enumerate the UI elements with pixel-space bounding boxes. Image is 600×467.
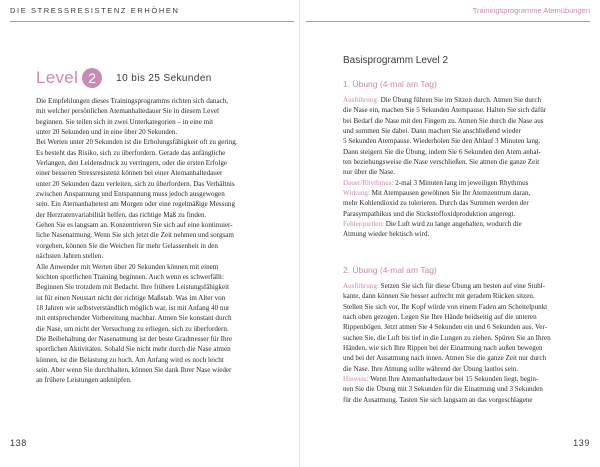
- exercise-line-text: Parasympathikus und die Stickstoffoxidproduktion angeregt.: [343, 209, 516, 218]
- body-line: sein. Aber wenn Sie durchhalten, können Sie dank Ihrer Nase wieder: [36, 365, 232, 374]
- exercise-2-heading: 2. Übung (4-mal am Tag): [343, 265, 437, 275]
- exercise-line-text: nen Sie die Übung mit 3 Sekunden für die Einatmung und 3 Sekunden: [343, 385, 543, 394]
- exercise-1-heading: 1. Übung (4-mal am Tag): [343, 79, 437, 89]
- running-head-right: Trainingsprogramme Atemübungen: [472, 6, 590, 15]
- exercise-line: [343, 126, 589, 136]
- exercise-line: [343, 395, 589, 405]
- body-line: unter 20 Sekunden dazu verleiten, sich zu überfordern. Das Verhältnis: [36, 179, 235, 188]
- exercise-line: [343, 136, 589, 146]
- header-rule-right: [306, 21, 590, 22]
- exercise-line-text: nach oben gezogen. Legen Sie Ihre Hände beidseitig auf die unteren: [343, 313, 537, 322]
- exercise-line: [343, 333, 589, 343]
- exercise-line-text: und bei der Ausatmung nach innen. Atmen Sie die ganze Zeit nur durch: [343, 354, 547, 363]
- body-line: mit entsprechender Vorbereitung machbar. Atmen Sie konstant durch: [36, 314, 232, 323]
- level-heading: [36, 66, 212, 90]
- exercise-line-text: 2-mal 3 Minuten lang im jeweiligen Rhythmus: [393, 178, 529, 187]
- exercise-line: [343, 302, 589, 312]
- exercise-keyword: Ausführung:: [343, 96, 379, 104]
- body-line: die Nase, um nicht der Versuchung zu erliegen, sich zu überfordern.: [36, 324, 229, 333]
- body-line: Die Beibehaltung der Nasenatmung ist der beste Gradmesser für Ihre: [36, 334, 232, 343]
- level-subtitle: 10 bis 25 Sekunden: [116, 72, 212, 84]
- exercise-line-text: Die Luft wird zu lange angehalten, wodurch die: [383, 220, 522, 229]
- exercise-line: [343, 95, 589, 105]
- body-line: sein. Ein Atemanhaltetest am Morgen oder eine regelmäßige Messung: [36, 200, 236, 209]
- exercise-line: [343, 209, 589, 219]
- exercise-line-text: kante, dann können Sie besser aufrecht mit geradem Rücken sitzen.: [343, 292, 535, 301]
- body-line: beginnen. Sie teilen sich in zwei Unterkategorien – in eine mit: [36, 117, 214, 126]
- body-line: zwischen Anspannung und Entspannung muss jedoch ausgewogen: [36, 190, 225, 199]
- exercise-line-text: suchen Sie, die Luft bis tief in die Lungen zu ziehen. Spüren Sie an Ihren: [343, 333, 551, 342]
- exercise-line-text: Mit Atempausen gewöhnen Sie Ihr Atemzentrum daran,: [369, 189, 531, 198]
- body-line: 18 Jahren wie selbstverständlich möglich war, ist mit Anfang 40 nur: [36, 303, 230, 312]
- exercise-line: [343, 364, 589, 374]
- page-number-left: 138: [10, 438, 27, 448]
- exercise-line: [343, 105, 589, 115]
- body-line: Bei Werten unter 20 Sekunden ist die Erholungsfähigkeit oft zu gering.: [36, 138, 238, 147]
- exercise-line: [343, 219, 589, 229]
- exercise-line: [343, 384, 589, 394]
- exercise-line: [343, 178, 589, 188]
- exercise-line-text: Dann steigern Sie die Übung, indem Sie 6 Sekunden den Atem anhal-: [343, 147, 541, 156]
- exercise-line-text: Rippenbögen. Jetzt atmen Sie 4 Sekunden ein und 6 Sekunden aus. Ver-: [343, 323, 548, 332]
- exercise-line-text: nur über die Nase.: [343, 168, 396, 177]
- body-line: unter 20 Sekunden und in eine über 20 Sekunden.: [36, 128, 178, 137]
- exercise-line: [343, 353, 589, 363]
- exercise-line: [343, 343, 589, 353]
- body-line: Die Empfehlungen dieses Trainingsprogramms richten sich danach,: [36, 97, 229, 105]
- body-line: nächsten Jahren stellen.: [36, 252, 104, 261]
- level-label: Level: [36, 68, 79, 87]
- body-line: leichten sportlichen Training beginnen. Auch wenn es schwerfällt:: [36, 272, 224, 281]
- program-title: Basisprogramm Level 2: [343, 55, 449, 66]
- header-rule-left: [10, 21, 294, 22]
- exercise-line-text: Wenn Ihre Atemanhaltedauer bei 15 Sekunden liegt, begin-: [368, 375, 539, 384]
- exercise-keyword: Wirkung:: [343, 189, 370, 198]
- exercise-line-text: bei Bedarf die Nase mit den Fingern zu. Atmen Sie durch die Nase aus: [343, 116, 544, 125]
- body-line: Alle Anwender mit Werten über 20 Sekunden können mit einem: [36, 262, 219, 271]
- exercise-line: [343, 157, 589, 167]
- exercise-line-text: Setzen Sie sich für diese Übung am besten auf eine Stuhl-: [378, 282, 545, 290]
- exercise-line-text: und summen Sie dabei. Dann machen Sie anschließend wieder: [343, 127, 521, 136]
- right-page: [300, 0, 600, 467]
- body-line: sportlichen Aktivitäten. Sobald Sie nicht mehr durch die Nase atmen: [36, 345, 231, 354]
- exercise-1-text: [343, 95, 589, 240]
- exercise-2-text: [343, 281, 589, 405]
- body-line: vorgehen, können Sie die Weichen für mehr Gelassenheit in den: [36, 241, 218, 250]
- body-line: liche Nasenatmung. Wenn Sie sich jetzt die Zeit nehmen und sorgsam: [36, 231, 234, 240]
- exercise-line: [343, 198, 589, 208]
- exercise-line-text: die Nase. Ihre Atmung sollte während der Übung lautlos sein.: [343, 364, 519, 373]
- body-line: einer besseren Stressresistenz können bei einer Atemanhaltedauer: [36, 169, 223, 178]
- exercise-line: [343, 147, 589, 157]
- exercise-line: [343, 229, 589, 239]
- body-line: der Herzratenvariabilität helfen, das richtige Maß zu finden.: [36, 210, 207, 219]
- exercise-line: [343, 322, 589, 332]
- exercise-line-text: Die Übung führen Sie im Sitzen durch. Atmen Sie durch: [378, 96, 542, 104]
- exercise-keyword: Dauer/Rhythmus:: [343, 178, 394, 187]
- exercise-line-text: die Nase ein, machen Sie 5 Sekunden Atempause. Halten Sie sich dafür: [343, 106, 547, 115]
- body-line: Beginnen Sie trotzdem mit Bedacht. Ihre frühere Leistungsfähigkeit: [36, 283, 230, 292]
- exercise-line: [343, 374, 589, 384]
- body-line: Gehen Sie es langsam an. Konzentrieren Sie sich auf eine kontinuier-: [36, 221, 233, 230]
- level-number-badge: 2: [82, 68, 102, 88]
- running-head-left: DIE STRESSRESISTENZ ERHÖHEN: [10, 6, 180, 15]
- exercise-line: [343, 116, 589, 126]
- exercise-keyword: Fehlerquellen:: [343, 220, 384, 229]
- body-line: ist für einen Neustart nicht der richtige Maßstab. Was im Alter von: [36, 293, 226, 302]
- body-line: an frühere Leistungen anknüpfen.: [36, 376, 132, 385]
- exercise-line-text: ten beziehungsweise die Nase verschließen. Sie atmen die ganze Zeit: [343, 158, 540, 167]
- body-line: können, ist die Belastung zu hoch. Am Anfang wird es noch leicht: [36, 355, 224, 364]
- exercise-line: [343, 291, 589, 301]
- exercise-line-text: Stellen Sie sich vor, Ihr Kopf würde von einem Faden am Scheitelpunkt: [343, 302, 548, 311]
- page-number-right: 139: [573, 438, 590, 448]
- exercise-line-text: mehr Kohlendioxid zu tolerieren. Durch das Summen werden der: [343, 199, 529, 208]
- left-body-text: [36, 96, 280, 386]
- exercise-line-text: Händen, wie sich Ihre Rippen bei der Einatmung nach außen bewegen: [343, 344, 543, 353]
- exercise-line-text: für die Ausatmung. Tasten Sie sich langsam an das vorgeschlagene: [343, 395, 533, 404]
- body-line: Es besteht das Risiko, sich zu überfordern. Gerade das anfängliche: [36, 148, 226, 157]
- exercise-line: [343, 188, 589, 198]
- exercise-line-text: Atmung wieder hektisch wird.: [343, 230, 430, 239]
- exercise-line: [343, 312, 589, 322]
- body-line: Verlangen, den Leidensdruck zu verringern, oder die ersten Erfolge: [36, 159, 228, 168]
- exercise-line-text: 5 Sekunden Atempause. Wiederholen Sie den Ablauf 3 Minuten lang.: [343, 137, 541, 146]
- exercise-keyword: Hinweis:: [343, 375, 369, 384]
- exercise-line: [343, 281, 589, 291]
- exercise-line: [343, 167, 589, 177]
- body-line: mit welcher persönlichen Atemanhaltedauer Sie in diesem Level: [36, 107, 219, 116]
- exercise-keyword: Ausführung:: [343, 282, 379, 290]
